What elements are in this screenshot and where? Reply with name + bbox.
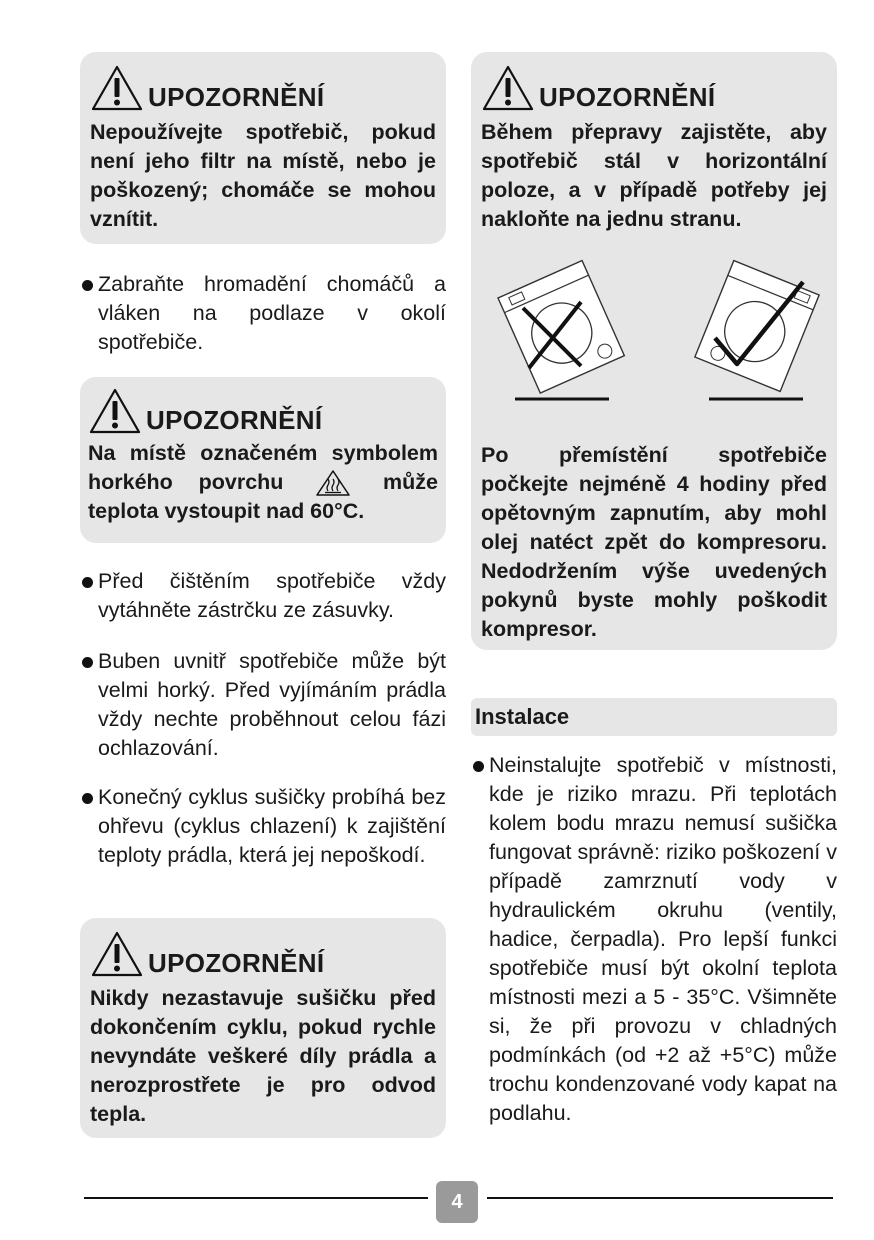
warning-box-transport <box>471 52 837 650</box>
warning-text-compressor: Po přemístění spotřebiče počkejte nejméně 4 hodiny před opětovným zapnutím, aby mohl olej natéct zpět do kompresoru. Nedodržením výše uvedených pokynů byste mohly poškodit kompresor. <box>481 443 827 641</box>
warning-box-stop-cycle <box>80 918 446 1138</box>
warning-triangle-icon <box>88 387 142 435</box>
warning-title: UPOZORNĚNÍ <box>146 405 323 435</box>
warning-header <box>90 62 436 112</box>
section-title-instalace: Instalace <box>471 698 837 736</box>
warning-text-after: může teplota vystoupit nad 60°C. <box>88 470 438 524</box>
warning-title: UPOZORNĚNÍ <box>539 82 716 112</box>
footer-line-left <box>84 1197 428 1199</box>
warning-text <box>88 439 438 526</box>
warning-header <box>90 928 436 978</box>
hot-surface-icon <box>315 469 351 497</box>
bullet-installation: Neinstalujte spotřebič v místnosti, kde je riziko mrazu. Při teplotách kolem bodu mrazu nemusí sušička fungovat správně: riziko poškození v případě zamrznutí vody v hydraulickém okruhu (ventily, hadice, čerpadla). Pro lepší funkci spotřebiče musí být okolní teplota místnosti mezi a 5 - 35°C. Všimněte si, že při provozu v chladných podmínkách (od +2 až +5°C) může trochu kondenzované vody kapat na podlahu. <box>471 751 837 1128</box>
warning-triangle-icon <box>90 930 144 978</box>
tilt-illustrations <box>481 256 827 441</box>
warning-box-hot-surface <box>80 377 446 543</box>
warning-triangle-icon <box>90 64 144 112</box>
warning-text: Během přepravy zajistěte, aby spotřebič stál v horizontální poloze, a v případě potřeby jej nakloňte na jednu stranu. <box>481 120 827 231</box>
warning-text-before: Na místě označeném symbolem horkého povrchu <box>88 441 438 494</box>
dryer-tilted-correct-icon <box>687 256 827 406</box>
warning-box-filter <box>80 52 446 244</box>
bullet-unplug: Před čištěním spotřebiče vždy vytáhněte zástrčku ze zásuvky. <box>80 567 446 625</box>
footer-line-right <box>487 1197 833 1199</box>
page-number: 4 <box>436 1181 478 1223</box>
warning-text: Nepoužívejte spotřebič, pokud není jeho filtr na místě, nebo je poškozený; chomáče se mohou vznítit. <box>90 120 436 231</box>
warning-triangle-icon <box>481 64 535 112</box>
dryer-tilted-wrong-icon <box>493 256 633 406</box>
bullet-final-cycle: Konečný cyklus sušičky probíhá bez ohřevu (cyklus chlazení) k zajištění teploty prádla, která jej nepoškodí. <box>80 783 446 870</box>
bullet-lint: Zabraňte hromadění chomáčů a vláken na podlaze v okolí spotřebiče. <box>80 270 446 357</box>
warning-header <box>481 62 827 112</box>
warning-title: UPOZORNĚNÍ <box>148 82 325 112</box>
warning-header <box>88 385 438 435</box>
bullet-drum-hot: Buben uvnitř spotřebiče může být velmi horký. Před vyjímáním prádla vždy nechte proběhnout celou fázi ochlazování. <box>80 647 446 763</box>
warning-text: Nikdy nezastavuje sušičku před dokončením cyklu, pokud rychle nevyndáte veškeré díly prádla a nerozprostřete je pro odvod tepla. <box>90 986 436 1126</box>
warning-title: UPOZORNĚNÍ <box>148 948 325 978</box>
